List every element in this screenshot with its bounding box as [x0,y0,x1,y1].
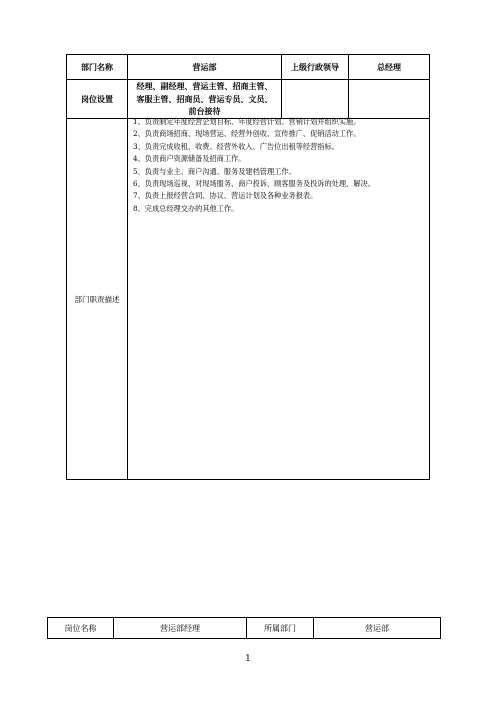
duty-item: 6、负责现场巡视、对现场服务、商户投诉、顾客服务及投诉的处理、解决。 [133,178,375,188]
superior-value: 总经理 [348,54,430,80]
duties-list [133,118,433,217]
empty-cell-1 [281,79,349,119]
duty-item: 1、负责制定年度经营企划目标、年度经营计划、营销计划并组织实施。 [133,117,361,126]
positions-line-3: 前台接待 [188,107,221,116]
positions-value [127,79,282,119]
duty-item: 5、负责与业主、商户沟通、服务及建档管理工作。 [133,166,296,176]
duty-item: 2、负责商场招商、现场营运、经营外创收、宣传推广、促销活动工作。 [133,129,361,139]
duty-item: 3、负责完成收租、收费、经营外收入、广告位出租等经营指标。 [133,141,339,151]
dept-name-value: 营运部 [127,54,282,80]
post-name-label: 岗位名称 [47,617,114,639]
belong-dept-value: 营运部 [313,617,441,639]
duty-item: 7、负责上报经营合同、协议、营运计划及各种业务报表。 [133,191,318,201]
positions-line-1: 经理、副经理、营运主管、招商主管、 [136,82,273,91]
post-name-value: 营运部经理 [113,617,247,639]
empty-cell-2 [348,79,430,119]
duties-label: 部门职责描述 [66,118,128,480]
positions-line-2: 客服主管、招商员、营运专员、文员、 [136,94,273,104]
duty-item: 8、完成总经理交办的其他工作。 [133,203,239,213]
page-number: 1 [245,654,251,664]
dept-name-label: 部门名称 [66,54,128,80]
duty-item: 4、负责商户资源储备及招商工作。 [133,154,246,164]
superior-label: 上级行政领导 [281,54,349,80]
positions-label: 岗位设置 [66,79,128,119]
belong-dept-label: 所属部门 [246,617,314,639]
